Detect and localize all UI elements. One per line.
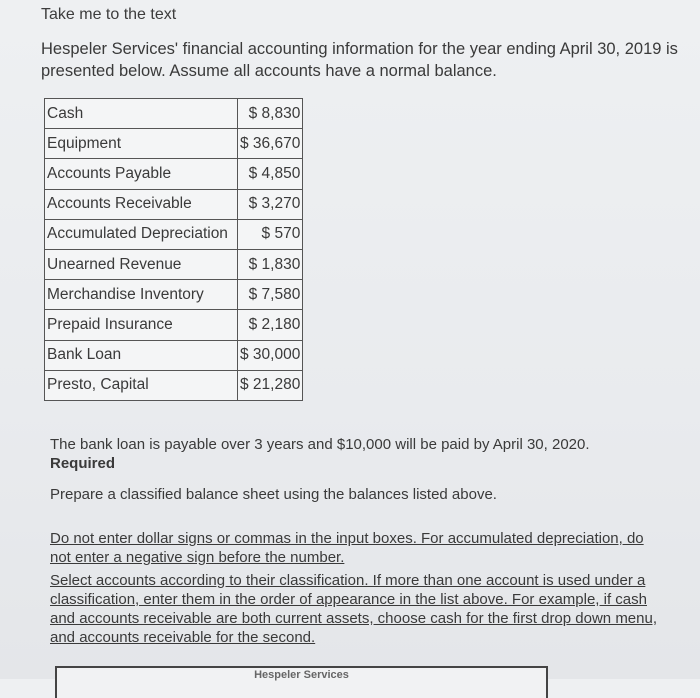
table-row xyxy=(45,99,303,129)
instruction-text: Prepare a classified balance sheet using the balances listed above. xyxy=(50,486,497,503)
accounts-table xyxy=(44,98,303,401)
table-row xyxy=(45,219,303,249)
account-name: Accounts Payable xyxy=(45,159,238,189)
account-value: $ 1,830 xyxy=(238,249,303,279)
account-value: $ 36,670 xyxy=(238,129,303,159)
account-name: Accumulated Depreciation xyxy=(45,219,238,249)
account-value: $ 8,830 xyxy=(238,99,303,129)
balance-sheet-panel xyxy=(55,666,548,698)
account-name: Prepaid Insurance xyxy=(45,310,238,340)
loan-note: The bank loan is payable over 3 years and $10,000 will be paid by April 30, 2020. xyxy=(50,436,590,453)
table-row xyxy=(45,340,303,370)
input-format-note: Do not enter dollar signs or commas in the input boxes. For accumulated depreciation, do not enter a negative sign before the number. xyxy=(50,530,644,566)
account-value: $ 3,270 xyxy=(238,189,303,219)
account-name: Equipment xyxy=(45,129,238,159)
problem-intro: Hespeler Services' financial accounting information for the year ending April 30, 2019 is presented below. Assume all accounts have a normal balance. xyxy=(41,40,678,80)
table-row xyxy=(45,280,303,310)
take-me-to-text-link[interactable]: Take me to the text xyxy=(41,6,177,23)
account-value: $ 4,850 xyxy=(238,159,303,189)
table-row xyxy=(45,249,303,279)
required-heading: Required xyxy=(50,455,116,472)
account-name: Bank Loan xyxy=(45,340,238,370)
account-value: $ 2,180 xyxy=(238,310,303,340)
account-name: Cash xyxy=(45,99,238,129)
account-value: $ 21,280 xyxy=(238,370,303,400)
account-value: $ 30,000 xyxy=(238,340,303,370)
table-row xyxy=(45,310,303,340)
table-row xyxy=(45,129,303,159)
account-name: Merchandise Inventory xyxy=(45,280,238,310)
panel-title: Hespeler Services xyxy=(254,669,349,681)
account-name: Unearned Revenue xyxy=(45,249,238,279)
account-value: $ 7,580 xyxy=(238,280,303,310)
table-row xyxy=(45,189,303,219)
account-name: Accounts Receivable xyxy=(45,189,238,219)
account-value: $ 570 xyxy=(238,219,303,249)
table-row xyxy=(45,370,303,400)
account-name: Presto, Capital xyxy=(45,370,238,400)
classification-note: Select accounts according to their classification. If more than one account is used under a classification, enter them in the order of appearance in the list above. For example, if cash and accounts receivable are both current assets, choose cash for the first drop down menu, and accounts receivable for the second. xyxy=(50,572,658,646)
table-row xyxy=(45,159,303,189)
